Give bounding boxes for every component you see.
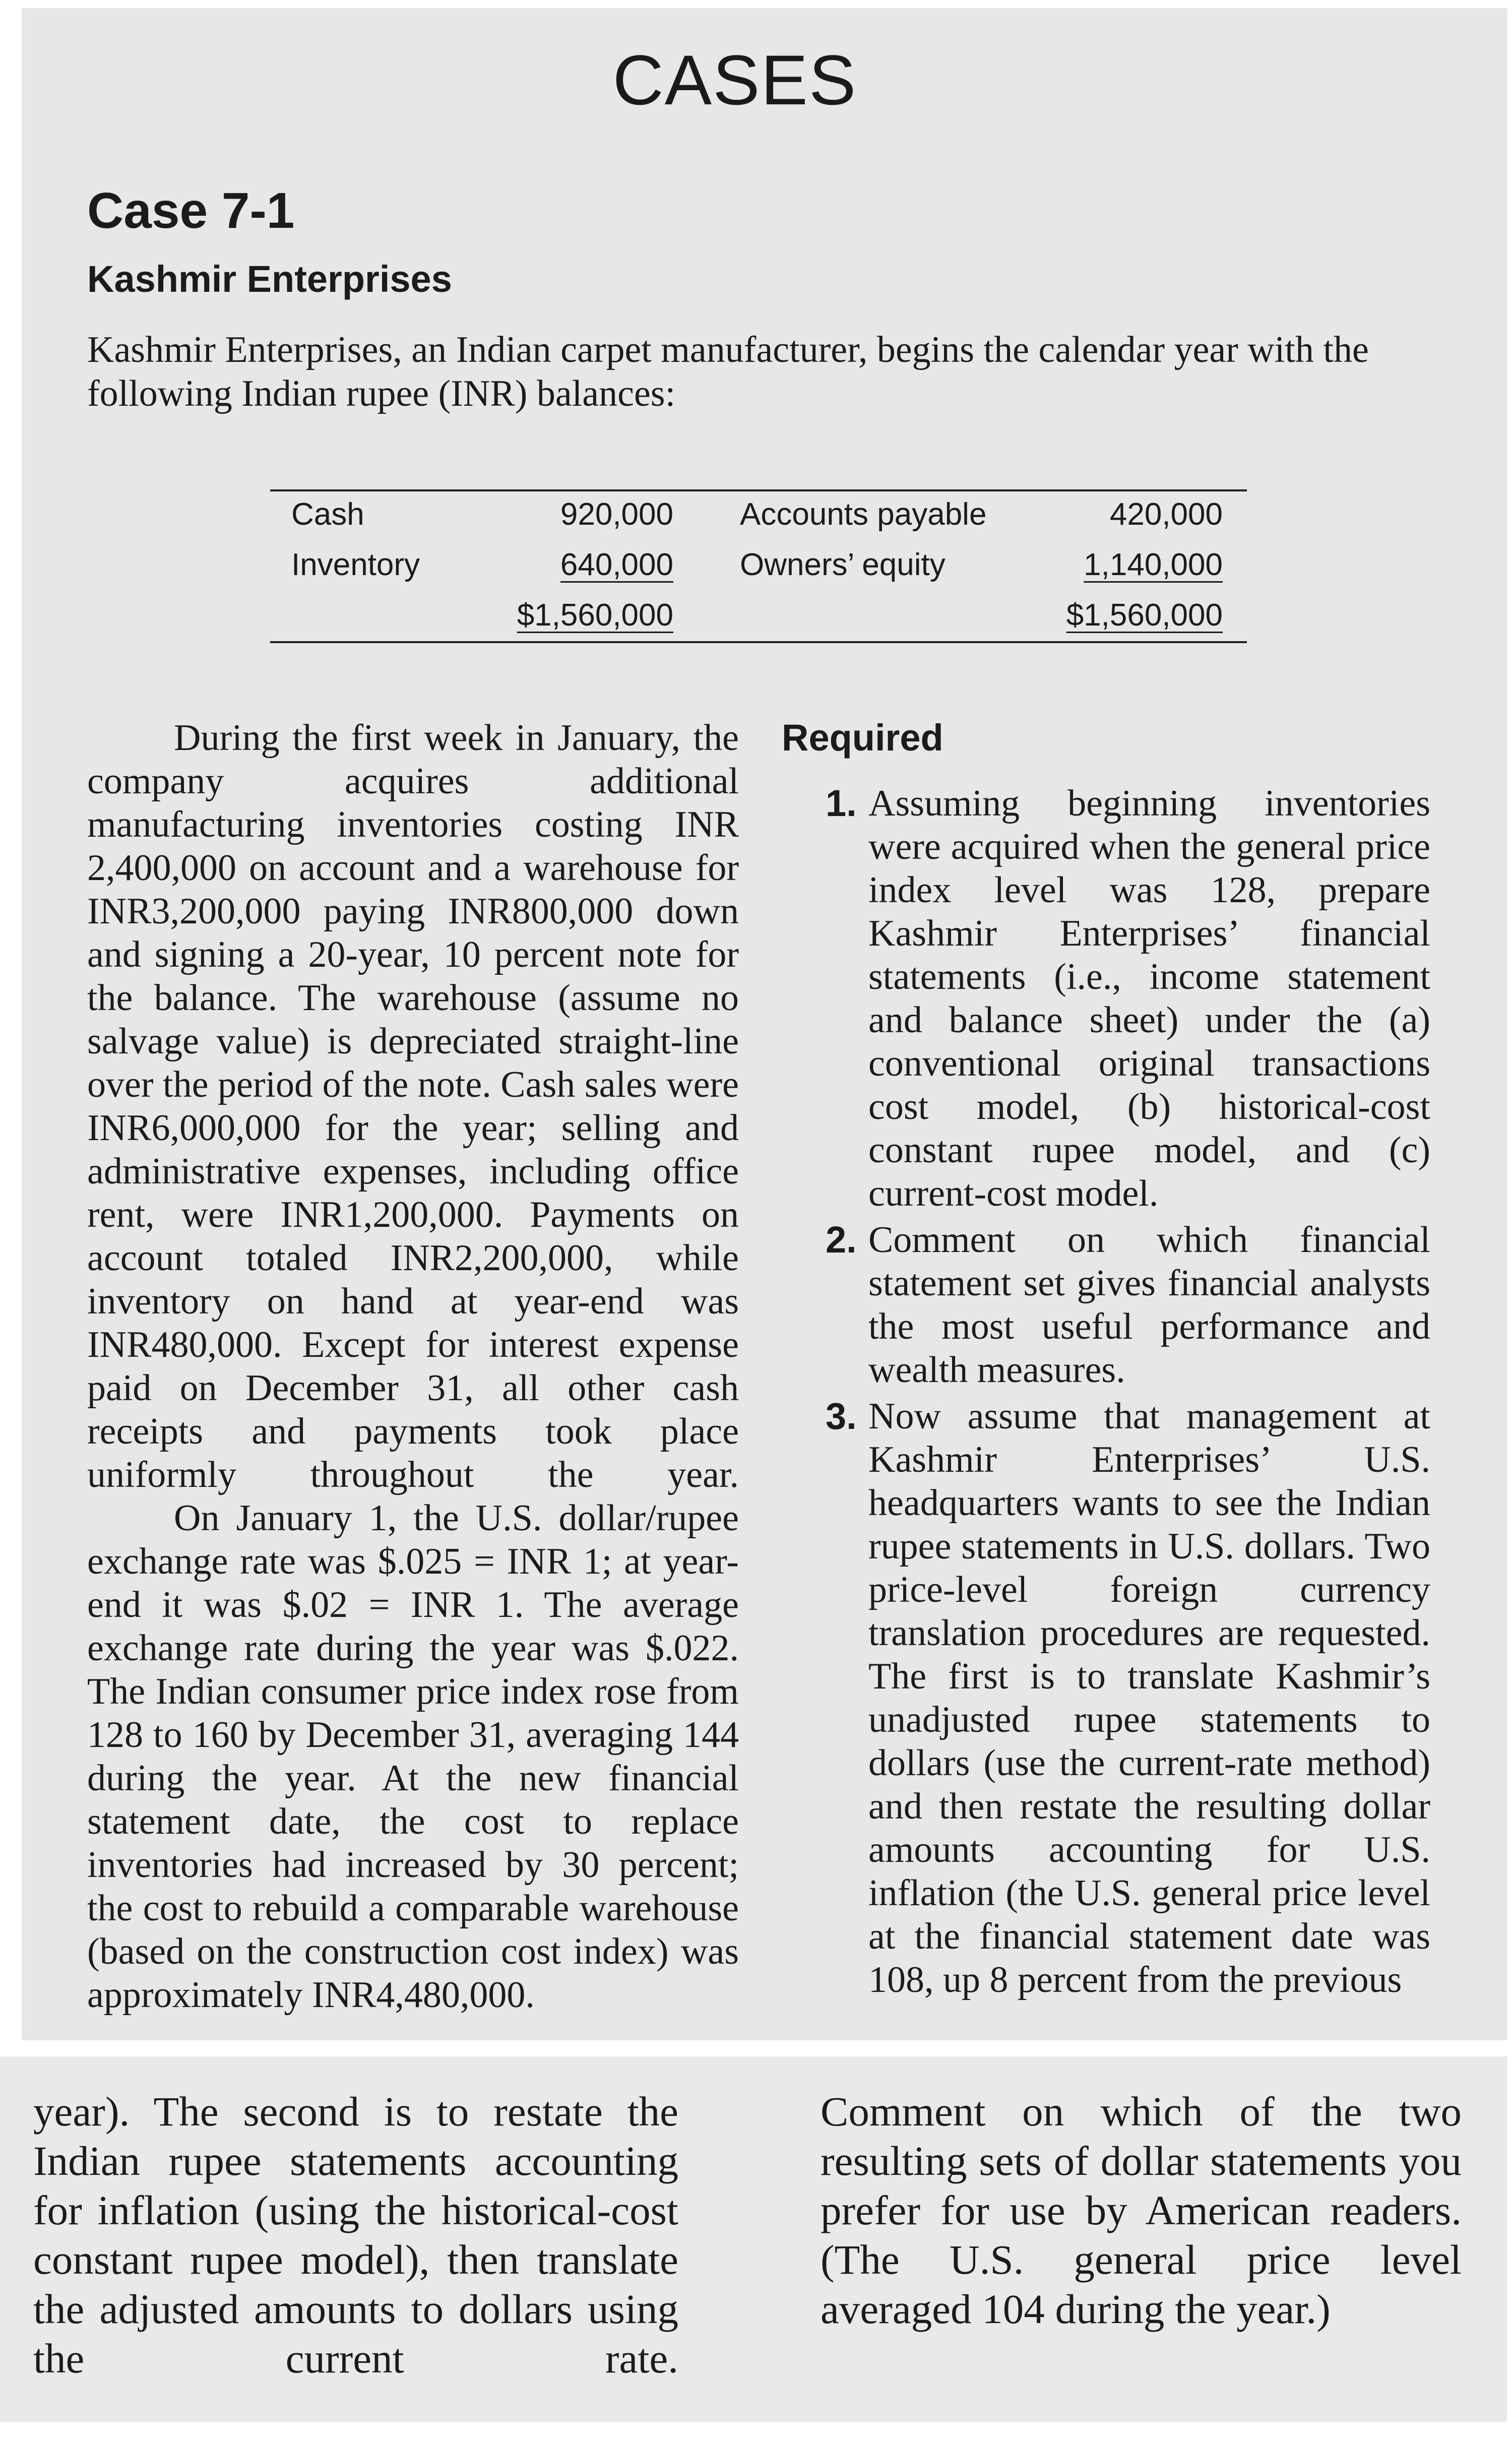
- bs-label-inventory: Inventory: [291, 547, 420, 582]
- narrative-paragraph: During the first week in January, the company acquires additional manufacturing inventories costing INR 2,400,000 on account and a warehouse for INR3,200,000 paying INR800,000 down and signing a 20-year, 10 percent note for the balance. The warehouse (assume no salvage value) is depreciated straight-line over the period of the note. Cash sales were INR6,000,000 for the year; selling and administrative expenses, including office rent, were INR1,200,000. Payments on account totaled INR2,200,000, while inventory on hand at year-end was INR480,000. Except for interest expense paid on December 31, all other cash receipts and payments took place uniformly throughout the year.: [87, 717, 739, 1495]
- bs-label-owners-equity: Owners’ equity: [740, 547, 946, 582]
- bs-value-inventory: 640,000: [560, 547, 673, 582]
- bs-value-owners-equity: 1,140,000: [1084, 547, 1223, 582]
- narrative-paragraph: On January 1, the U.S. dollar/rupee exchange rate was $.025 = INR 1; at year-end it was $.02 = INR 1. The average exchange rate during the year was $.022. The Indian consumer price index rose from 128 to 160 by December 31, averaging 144 during the year. At the new financial statement date, the cost to replace inventories had increased by 30 percent; the cost to rebuild a comparable warehouse (based on the construction cost index) was approximately INR4,480,000.: [87, 1497, 739, 2016]
- bs-label-cash: Cash: [291, 497, 364, 532]
- required-heading: Required: [782, 717, 943, 759]
- bs-right-total: $1,560,000: [1066, 598, 1223, 633]
- continuation-right-text: Comment on which of the two resulting sets of dollar statements you prefer for use by American readers. (The U.S. general price level averaged 104 during the year.): [821, 2088, 1462, 2332]
- case-panel: [22, 8, 1507, 2040]
- item-text: Now assume that management at Kashmir Enterprises’ U.S. headquarters wants to see the Indian rupee statements in U.S. dollars. Two price-level foreign currency translation procedures are requested. The first is to translate Kashmir’s unadjusted rupee statements to dollars (use the current-rate method) and then restate the resulting dollar amounts accounting for U.S. inflation (the U.S. general price level at the financial statement date was 108, up 8 percent from the previous: [868, 1396, 1430, 2001]
- bs-label-accounts-payable: Accounts payable: [740, 497, 987, 532]
- required-item: [826, 1218, 1430, 1392]
- required-list: [826, 782, 1430, 2005]
- item-number: 1.: [826, 782, 857, 824]
- required-item: [826, 782, 1430, 1215]
- case-intro: Kashmir Enterprises, an Indian carpet manufacturer, begins the calendar year with the following Indian rupee (INR) balances:: [87, 329, 1369, 414]
- case-number: Case 7-1: [87, 182, 295, 239]
- item-number: 3.: [826, 1395, 857, 1437]
- bs-value-accounts-payable: 420,000: [1109, 497, 1223, 532]
- bs-value-cash: 920,000: [560, 497, 673, 532]
- required-item: [826, 1395, 1430, 2002]
- balance-sheet-table: [270, 489, 1247, 643]
- item-number: 2.: [826, 1219, 857, 1261]
- bs-left-total: $1,560,000: [517, 598, 673, 633]
- case-narrative: [87, 716, 739, 2017]
- section-title: CASES: [612, 40, 857, 119]
- item-text: Assuming beginning inventories were acquired when the general price index level was 128, prepare Kashmir Enterprises’ financial statements (i.e., income statement and balance sheet) under the (a) conventional original transactions cost model, (b) historical-cost constant rupee model, and (c) current-cost model.: [868, 783, 1430, 1214]
- item-text: Comment on which financial statement set gives financial analysts the most useful performance and wealth measures.: [868, 1219, 1430, 1391]
- continuation-left-text: year). The second is to restate the Indian rupee statements accounting for inflation (using the historical-cost constant rupee model), then translate the adjusted amounts to dollars using the current rate.: [33, 2088, 678, 2382]
- case-name: Kashmir Enterprises: [87, 258, 452, 300]
